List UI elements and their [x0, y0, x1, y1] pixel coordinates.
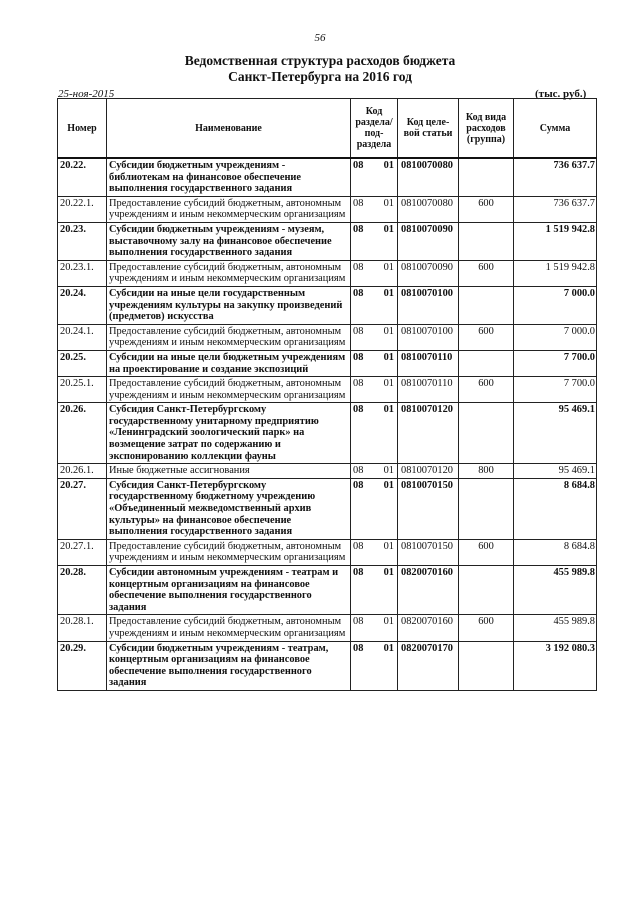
row-number: 20.26. [58, 403, 107, 464]
row-sum: 95 469.1 [514, 464, 597, 479]
row-sum: 8 684.8 [514, 478, 597, 539]
row-name: Субсидия Санкт-Петербургскому государственному унитарному предприятию «Ленинградский зоологический парк» на возмещение затрат по содержанию и экспонированию коллекции фауны [107, 403, 351, 464]
row-expense-type: 600 [459, 196, 514, 222]
row-subsection-code: 01 [378, 260, 398, 286]
row-number: 20.26.1. [58, 464, 107, 479]
row-expense-type [459, 478, 514, 539]
document-title [0, 53, 640, 85]
header-section: Код раздела/ под-раздела [351, 99, 398, 159]
row-number: 20.22. [58, 158, 107, 196]
row-sum: 455 989.8 [514, 566, 597, 615]
row-target-code: 0820070160 [398, 566, 459, 615]
row-sum: 736 637.7 [514, 158, 597, 196]
table-row [58, 222, 597, 260]
row-name: Субсидии бюджетным учреждениям - театрам, концертным организациям на финансовое обеспечение выполнения государственного задания [107, 641, 351, 690]
table-row [58, 324, 597, 350]
row-section-code: 08 [351, 350, 378, 376]
row-sum: 7 000.0 [514, 324, 597, 350]
row-name: Предоставление субсидий бюджетным, автономным учреждениям и иным некоммерческим организациям [107, 615, 351, 641]
table-body [58, 158, 597, 690]
row-name: Субсидии на иные цели бюджетным учреждениям на проектирование и создание экспозиций [107, 350, 351, 376]
row-target-code: 0820070170 [398, 641, 459, 690]
table-row [58, 260, 597, 286]
table-row [58, 615, 597, 641]
row-expense-type: 600 [459, 324, 514, 350]
table-row [58, 478, 597, 539]
row-section-code: 08 [351, 403, 378, 464]
row-number: 20.28. [58, 566, 107, 615]
row-number: 20.22.1. [58, 196, 107, 222]
table-row [58, 196, 597, 222]
table-row [58, 286, 597, 324]
row-subsection-code: 01 [378, 324, 398, 350]
header-number: Номер [58, 99, 107, 159]
row-sum: 1 519 942.8 [514, 222, 597, 260]
row-subsection-code: 01 [378, 539, 398, 565]
table-row [58, 566, 597, 615]
table-header-row [58, 99, 597, 159]
row-name: Субсидии бюджетным учреждениям - библиотекам на финансовое обеспечение выполнения государственного задания [107, 158, 351, 196]
row-subsection-code: 01 [378, 464, 398, 479]
row-expense-type [459, 641, 514, 690]
row-sum: 3 192 080.3 [514, 641, 597, 690]
row-section-code: 08 [351, 478, 378, 539]
header-target: Код целе-вой статьи [398, 99, 459, 159]
row-name: Предоставление субсидий бюджетным, автономным учреждениям и иным некоммерческим организациям [107, 377, 351, 403]
row-subsection-code: 01 [378, 350, 398, 376]
row-section-code: 08 [351, 286, 378, 324]
row-target-code: 0810070080 [398, 196, 459, 222]
table-row [58, 403, 597, 464]
row-expense-type: 600 [459, 377, 514, 403]
row-name: Субсидии на иные цели государственным учреждениям культуры на закупку произведений (предметов) искусства [107, 286, 351, 324]
row-number: 20.28.1. [58, 615, 107, 641]
row-number: 20.23.1. [58, 260, 107, 286]
row-expense-type [459, 286, 514, 324]
row-target-code: 0810070100 [398, 324, 459, 350]
title-line-1: Ведомственная структура расходов бюджета [184, 53, 456, 68]
row-number: 20.29. [58, 641, 107, 690]
row-expense-type: 800 [459, 464, 514, 479]
document-date: 25-ноя-2015 [58, 88, 115, 100]
row-sum: 95 469.1 [514, 403, 597, 464]
row-target-code: 0810070090 [398, 260, 459, 286]
row-number: 20.27. [58, 478, 107, 539]
row-sum: 455 989.8 [514, 615, 597, 641]
row-number: 20.25. [58, 350, 107, 376]
header-name: Наименование [107, 99, 351, 159]
row-subsection-code: 01 [378, 196, 398, 222]
row-subsection-code: 01 [378, 286, 398, 324]
row-name: Субсидии автономным учреждениям - театрам и концертным организациям на финансовое обеспечение выполнения государственного задания [107, 566, 351, 615]
row-number: 20.24. [58, 286, 107, 324]
row-number: 20.25.1. [58, 377, 107, 403]
row-section-code: 08 [351, 222, 378, 260]
row-subsection-code: 01 [378, 403, 398, 464]
header-expense-type: Код вида расходов (группа) [459, 99, 514, 159]
row-name: Предоставление субсидий бюджетным, автономным учреждениям и иным некоммерческим организациям [107, 324, 351, 350]
row-subsection-code: 01 [378, 222, 398, 260]
title-line-2: Санкт-Петербурга на 2016 год [228, 69, 412, 84]
row-name: Предоставление субсидий бюджетным, автономным учреждениям и иным некоммерческим организациям [107, 196, 351, 222]
row-section-code: 08 [351, 196, 378, 222]
row-number: 20.27.1. [58, 539, 107, 565]
row-section-code: 08 [351, 615, 378, 641]
row-subsection-code: 01 [378, 641, 398, 690]
row-target-code: 0810070100 [398, 286, 459, 324]
row-subsection-code: 01 [378, 566, 398, 615]
row-name: Предоставление субсидий бюджетным, автономным учреждениям и иным некоммерческим организациям [107, 260, 351, 286]
row-expense-type [459, 350, 514, 376]
row-target-code: 0810070110 [398, 377, 459, 403]
row-expense-type: 600 [459, 260, 514, 286]
row-section-code: 08 [351, 539, 378, 565]
row-target-code: 0810070120 [398, 403, 459, 464]
row-sum: 7 000.0 [514, 286, 597, 324]
row-expense-type [459, 158, 514, 196]
table-row [58, 377, 597, 403]
row-subsection-code: 01 [378, 478, 398, 539]
row-expense-type: 600 [459, 615, 514, 641]
row-section-code: 08 [351, 377, 378, 403]
row-section-code: 08 [351, 641, 378, 690]
row-sum: 8 684.8 [514, 539, 597, 565]
row-target-code: 0810070150 [398, 539, 459, 565]
row-expense-type [459, 222, 514, 260]
row-number: 20.24.1. [58, 324, 107, 350]
header-sum: Сумма [514, 99, 597, 159]
row-sum: 736 637.7 [514, 196, 597, 222]
row-section-code: 08 [351, 464, 378, 479]
row-subsection-code: 01 [378, 377, 398, 403]
row-target-code: 0810070110 [398, 350, 459, 376]
row-expense-type: 600 [459, 539, 514, 565]
row-expense-type [459, 403, 514, 464]
table-row [58, 350, 597, 376]
table-row [58, 464, 597, 479]
table-row [58, 158, 597, 196]
row-target-code: 0810070090 [398, 222, 459, 260]
row-number: 20.23. [58, 222, 107, 260]
page-number: 56 [314, 32, 326, 44]
row-subsection-code: 01 [378, 615, 398, 641]
table-row [58, 641, 597, 690]
row-target-code: 0820070160 [398, 615, 459, 641]
row-name: Субсидия Санкт-Петербургскому государственному бюджетному учреждению «Объединенный межведомственный архив культуры» на финансовое обеспечение выполнения государственного задания [107, 478, 351, 539]
row-target-code: 0810070080 [398, 158, 459, 196]
row-sum: 7 700.0 [514, 377, 597, 403]
row-section-code: 08 [351, 324, 378, 350]
row-target-code: 0810070150 [398, 478, 459, 539]
row-section-code: 08 [351, 158, 378, 196]
units-label: (тыс. руб.) [535, 88, 587, 100]
row-name: Предоставление субсидий бюджетным, автономным учреждениям и иным некоммерческим организациям [107, 539, 351, 565]
table-row [58, 539, 597, 565]
row-subsection-code: 01 [378, 158, 398, 196]
row-expense-type [459, 566, 514, 615]
row-name: Субсидии бюджетным учреждениям - музеям, выставочному залу на финансовое обеспечение выполнения государственного задания [107, 222, 351, 260]
row-section-code: 08 [351, 260, 378, 286]
row-target-code: 0810070120 [398, 464, 459, 479]
row-sum: 1 519 942.8 [514, 260, 597, 286]
row-sum: 7 700.0 [514, 350, 597, 376]
budget-table [57, 98, 597, 691]
row-section-code: 08 [351, 566, 378, 615]
row-name: Иные бюджетные ассигнования [107, 464, 351, 479]
